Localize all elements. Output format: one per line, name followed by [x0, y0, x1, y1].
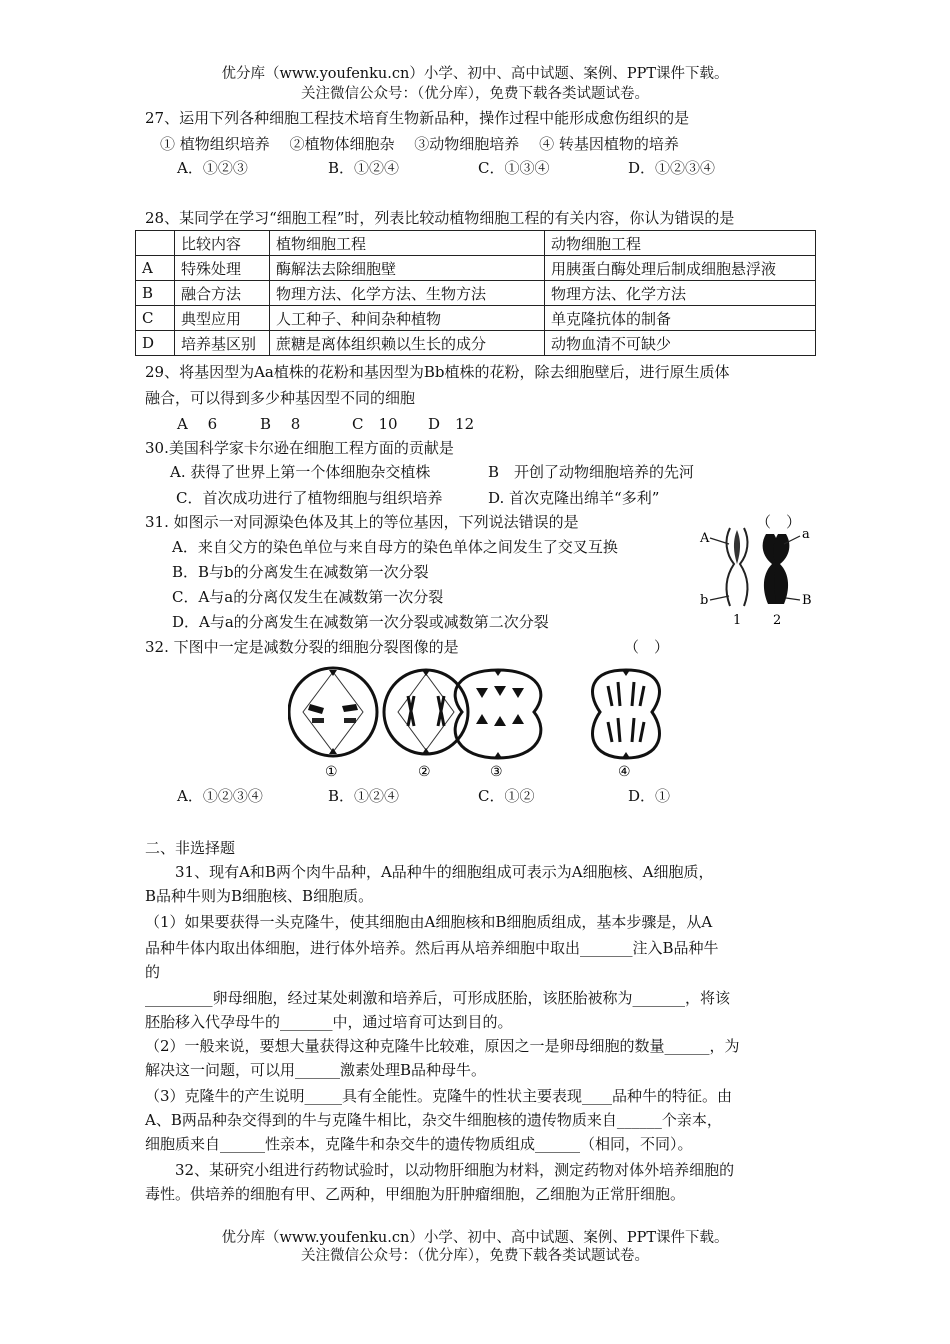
table-cell: 酶解法去除细胞壁 [270, 256, 545, 281]
cell-2-image [384, 670, 468, 754]
p2-part1-line-3: 的 [145, 963, 161, 981]
q27-option-d: D．①②③④ [628, 159, 716, 177]
q30-option-c: C．首次成功进行了植物细胞与组织培养 [176, 489, 443, 507]
table-header-row [136, 231, 816, 256]
p2-part1-line-2: 品种牛体内取出体细胞，进行体外培养。然后再从培养细胞中取出_______注入B品种牛 [145, 939, 719, 957]
table-cell: A [136, 256, 175, 281]
table-cell: 蔗糖是离体组织赖以生长的成分 [270, 331, 545, 356]
p2-part2-line-1: （2）一般来说，要想大量获得这种克隆牛比较难，原因之一是卵母细胞的数量______，为 [145, 1037, 740, 1055]
chromosome-2-image [763, 534, 800, 604]
table-cell: 物理方法、化学方法、生物方法 [270, 281, 545, 306]
table-cell: 培养基区别 [175, 331, 270, 356]
p2-part3-line-2: A、B两品种杂交得到的牛与克隆牛相比，杂交牛细胞核的遗传物质来自______个亲本， [145, 1111, 722, 1129]
q27-items: ① 植物组织培养 ②植物体细胞杂 ③动物细胞培养 ④ 转基因植物的培养 [160, 135, 679, 153]
label-1: 1 [733, 613, 742, 628]
q32-option-a: A．①②③④ [177, 787, 263, 805]
p2-q31-line-2: B品种牛则为B细胞核、B细胞质。 [145, 887, 374, 905]
table-cell: 物理方法、化学方法 [545, 281, 816, 306]
comparison-table [135, 230, 816, 356]
p2-q32-line-2: 毒性。供培养的细胞有甲、乙两种，甲细胞为肝肿瘤细胞，乙细胞为正常肝细胞。 [145, 1185, 686, 1203]
chromosome-1-image [710, 528, 747, 606]
table-cell: B [136, 281, 175, 306]
table-cell: D [136, 331, 175, 356]
label-a: a [802, 527, 810, 542]
label-2: 2 [773, 613, 782, 628]
q31-option-b: B．B与b的分离发生在减数第一次分裂 [172, 563, 429, 581]
section-title: 二、非选择题 [145, 839, 236, 857]
p2-part3-line-3: 细胞质来自______性亲本，克隆牛和杂交牛的遗传物质组成______（相同，不同）。 [145, 1135, 693, 1153]
table-row [136, 306, 816, 331]
table-header-cell: 比较内容 [175, 231, 270, 256]
table-cell: C [136, 306, 175, 331]
q29-option-a: A 6 [177, 415, 218, 433]
homologous-chromosomes-figure [696, 520, 826, 630]
cell-1-image [289, 668, 377, 756]
table-row [136, 256, 816, 281]
label-b: b [700, 593, 709, 608]
label-A: A [700, 531, 710, 546]
header-line-1: 优分库（www.youfenku.cn）小学、初中、高中试题、案例、PPT课件下载。 [221, 66, 729, 82]
label-B: B [802, 593, 812, 608]
table-cell: 人工种子、种间杂种植物 [270, 306, 545, 331]
p2-q31-line-1: 31、现有A和B两个肉牛品种，A品种牛的细胞组成可表示为A细胞核、A细胞质， [175, 863, 714, 881]
table-cell: 单克隆抗体的制备 [545, 306, 816, 331]
q30-option-a: A. 获得了世界上第一个体细胞杂交植株 [170, 463, 431, 481]
q32-answer-paren: （ ） [624, 638, 670, 656]
q28-stem: 28、某同学在学习“细胞工程”时，列表比较动植物细胞工程的有关内容，你认为错误的是 [145, 209, 735, 227]
p2-part1-line-5: 胚胎移入代孕母牛的_______中，通过培育可达到目的。 [145, 1013, 513, 1031]
cell-label-3: ③ [490, 764, 503, 780]
q31-option-c: C．A与a的分离仅发生在减数第一次分裂 [172, 588, 444, 606]
q32-option-b: B．①②④ [328, 787, 400, 805]
p2-part1-line-1: （1）如果要获得一头克隆牛，使其细胞由A细胞核和B细胞质组成，基本步骤是，从A [145, 913, 713, 931]
table-cell: 典型应用 [175, 306, 270, 331]
q29-option-d: D 12 [428, 415, 475, 433]
q30-stem: 30.美国科学家卡尔逊在细胞工程方面的贡献是 [145, 439, 454, 457]
cell-label-1: ① [325, 764, 338, 780]
q31-option-d: D．A与a的分离发生在减数第一次分裂或减数第二次分裂 [172, 613, 549, 631]
q31-stem: 31. 如图示一对同源染色体及其上的等位基因，下列说法错误的是 [145, 513, 579, 531]
q27-stem: 27、运用下列各种细胞工程技术培育生物新品种，操作过程中能形成愈伤组织的是 [145, 109, 690, 127]
table-header-cell [136, 231, 175, 256]
cell-division-figure [288, 662, 664, 780]
q27-option-c: C．①③④ [478, 159, 550, 177]
cell-label-4: ④ [618, 764, 631, 780]
header-line-2: 关注微信公众号：（优分库），免费下载各类试题试卷。 [301, 86, 649, 102]
table-cell: 动物血清不可缺少 [545, 331, 816, 356]
q31-option-a: A．来自父方的染色单位与来自母方的染色单体之间发生了交叉互换 [172, 538, 618, 556]
q32-option-d: D．① [628, 787, 671, 805]
cell-4-image [593, 670, 660, 758]
q29-option-b: B 8 [260, 415, 301, 433]
table-cell: 融合方法 [175, 281, 270, 306]
q29-stem-2: 融合，可以得到多少种基因型不同的细胞 [145, 389, 416, 407]
q31-answer-paren: （ ） [756, 513, 802, 531]
table-cell: 特殊处理 [175, 256, 270, 281]
q29-option-c: C 10 [352, 415, 398, 433]
table-row [136, 331, 816, 356]
footer-line-2: 关注微信公众号：（优分库），免费下载各类试题试卷。 [301, 1248, 649, 1264]
q30-option-b: B 开创了动物细胞培养的先河 [488, 463, 695, 481]
q27-option-a: A．①②③ [177, 159, 248, 177]
table-header-cell: 植物细胞工程 [270, 231, 545, 256]
p2-part2-line-2: 解决这一问题，可以用______激素处理B品种母牛。 [145, 1061, 487, 1079]
footer-line-1: 优分库（www.youfenku.cn）小学、初中、高中试题、案例、PPT课件下载。 [221, 1230, 729, 1246]
cell-label-2: ② [418, 764, 431, 780]
q32-option-c: C．①② [478, 787, 535, 805]
table-header-cell: 动物细胞工程 [545, 231, 816, 256]
q27-option-b: B．①②④ [328, 159, 400, 177]
p2-part3-line-1: （3）克隆牛的产生说明_____具有全能性。克隆牛的性状主要表现____品种牛的特征。由 [145, 1087, 733, 1105]
table-row [136, 281, 816, 306]
q29-stem-1: 29、将基因型为Aa植株的花粉和基因型为Bb植株的花粉，除去细胞壁后，进行原生质体 [145, 363, 730, 381]
p2-q32-line-1: 32、某研究小组进行药物试验时，以动物肝细胞为材料，测定药物对体外培养细胞的 [175, 1161, 735, 1179]
p2-part1-line-4: _________卵母细胞，经过某处刺激和培养后，可形成胚胎，该胚胎被称为_______，将该 [145, 989, 731, 1007]
q30-option-d: D. 首次克隆出绵羊“多利” [488, 489, 660, 507]
table-cell: 用胰蛋白酶处理后制成细胞悬浮液 [545, 256, 816, 281]
q32-stem: 32. 下图中一定是减数分裂的细胞分裂图像的是 [145, 638, 459, 656]
